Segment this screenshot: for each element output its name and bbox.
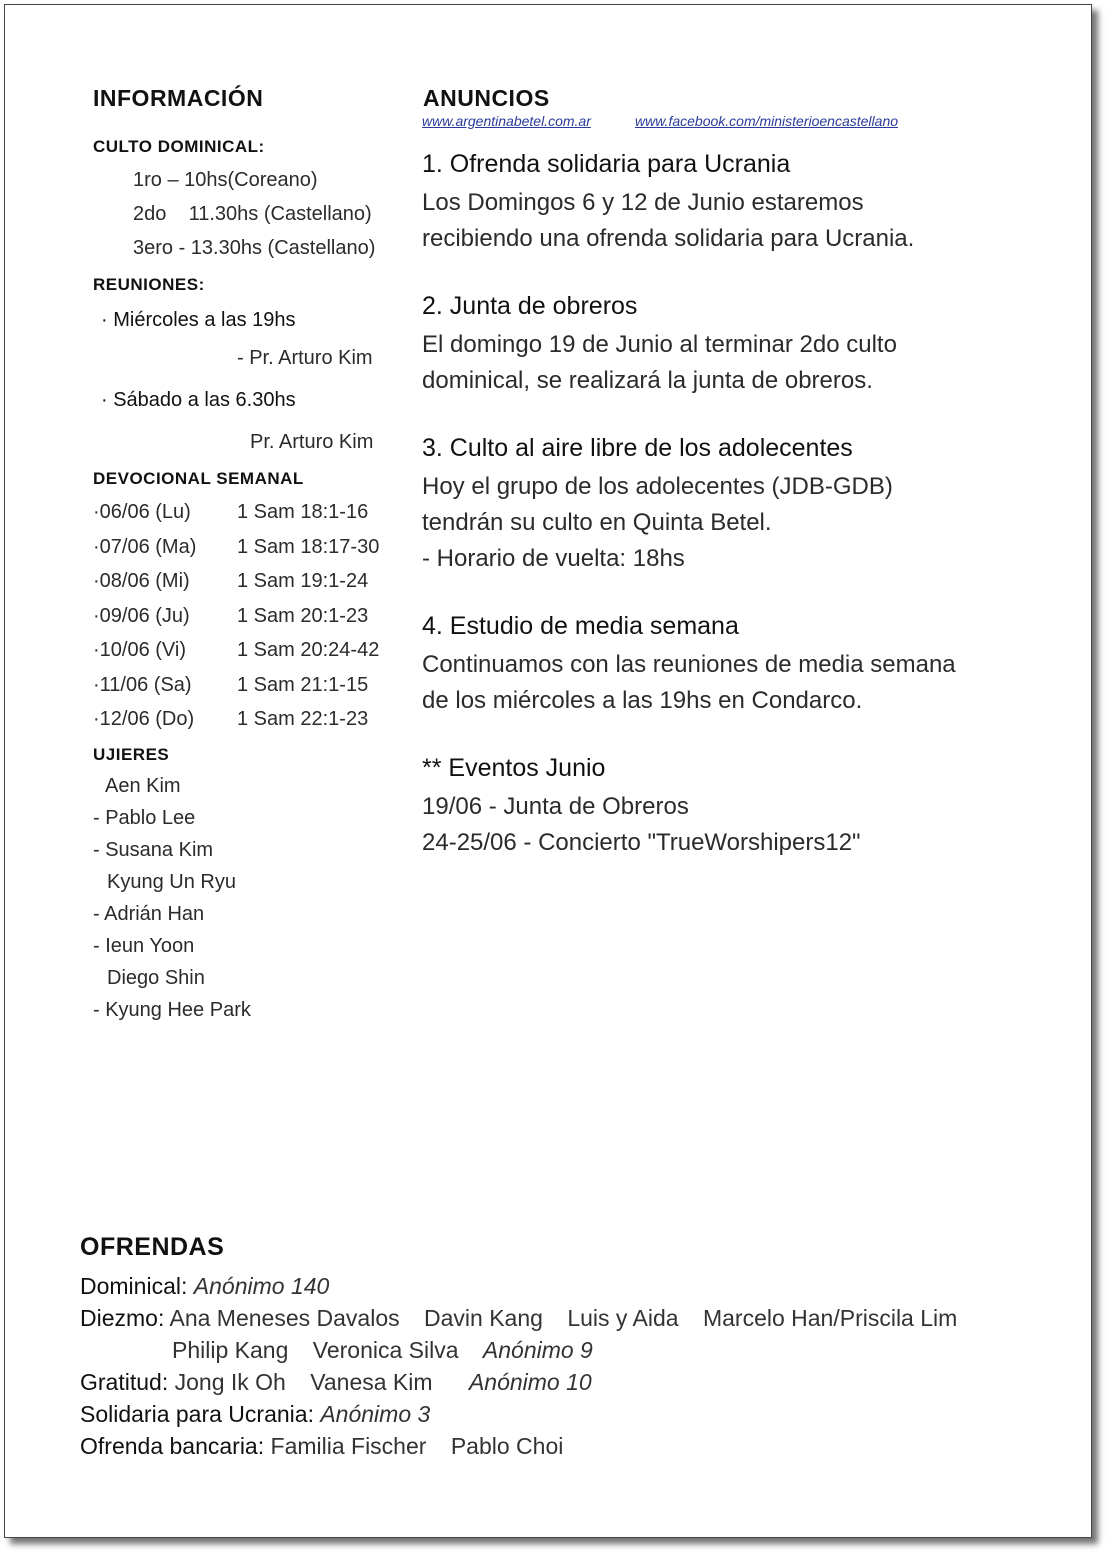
ofrenda-label: Solidaria para Ucrania: [80, 1401, 314, 1427]
culto-line: 1ro – 10hs(Coreano) [133, 169, 318, 191]
ofrenda-name: Pablo Choi [450, 1433, 564, 1459]
devocional-ref: 1 Sam 20:24-42 [237, 639, 380, 661]
announcement-line: Continuamos con las reuniones de media semana [422, 651, 956, 678]
devocional-date: ·10/06 (Vi) [93, 639, 187, 661]
devocional-date: ·12/06 (Do) [93, 708, 195, 730]
culto-line: 2do 11.30hs (Castellano) [133, 203, 372, 225]
devocional-date: ·09/06 (Ju) [93, 605, 190, 627]
announcement-title: 3. Culto al aire libre de los adolecentes [422, 434, 853, 462]
ujier-name: - Ieun Yoon [93, 935, 195, 957]
ofrenda-anon: Anónimo 3 [320, 1401, 431, 1427]
ofrenda-anon: Anónimo 10 [468, 1369, 592, 1395]
ujier-name: - Susana Kim [93, 839, 214, 861]
devocional-ref: 1 Sam 21:1-15 [237, 674, 369, 696]
devocional-ref: 1 Sam 18:17-30 [237, 536, 380, 558]
ujier-name: Diego Shin [107, 967, 205, 989]
ofrendas-title: OFRENDAS [80, 1233, 225, 1261]
announcement-line: tendrán su culto en Quinta Betel. [422, 509, 772, 536]
ofrenda-name: Philip Kang [172, 1337, 289, 1363]
devocional-date: ·11/06 (Sa) [93, 674, 192, 696]
reunion-line: · Sábado a las 6.30hs [101, 389, 296, 411]
ofrenda-diezmo-cont [172, 1337, 593, 1364]
ofrenda-solidaria [80, 1401, 430, 1428]
announcement-line: de los miércoles a las 19hs en Condarco. [422, 687, 863, 714]
announcement-line: Hoy el grupo de los adolecentes (JDB-GDB) [422, 473, 893, 500]
devocional-ref: 1 Sam 19:1-24 [237, 570, 369, 592]
devocional-heading: DEVOCIONAL SEMANAL [93, 469, 304, 488]
ofrenda-gratitud [80, 1369, 592, 1396]
announcement-title: 1. Ofrenda solidaria para Ucrania [422, 150, 791, 178]
announcement-title: ** Eventos Junio [422, 754, 606, 782]
ujieres-heading: UJIERES [93, 745, 170, 764]
ofrenda-name: Vanesa Kim [310, 1369, 433, 1395]
ofrenda-dominical [80, 1273, 329, 1300]
facebook-link[interactable]: www.facebook.com/ministerioencastellano [635, 113, 899, 129]
announcement-body [422, 647, 1042, 719]
ujier-name: Aen Kim [105, 775, 181, 797]
devocional-ref: 1 Sam 18:1-16 [237, 501, 369, 523]
announcement-title: 4. Estudio de media semana [422, 612, 739, 640]
reunion-leader: - Pr. Arturo Kim [237, 347, 373, 369]
reunion-line: · Miércoles a las 19hs [101, 309, 296, 331]
announcement-line: Los Domingos 6 y 12 de Junio estaremos [422, 189, 864, 216]
announcement-line: 19/06 - Junta de Obreros [422, 793, 689, 820]
announcement-body [422, 789, 1042, 861]
ofrenda-anon: Anónimo 140 [193, 1273, 330, 1299]
ofrenda-name: Jong Ik Oh [174, 1369, 286, 1395]
culto-line: 3ero - 13.30hs (Castellano) [133, 237, 376, 259]
devocional-ref: 1 Sam 20:1-23 [237, 605, 369, 627]
reunion-leader: Pr. Arturo Kim [250, 431, 374, 453]
ofrenda-name: Ana Meneses Davalos [169, 1305, 400, 1331]
culto-dominical-heading: CULTO DOMINICAL: [93, 137, 265, 156]
ofrenda-bancaria [80, 1433, 563, 1460]
reuniones-heading: REUNIONES: [93, 275, 205, 294]
website-link[interactable]: www.argentinabetel.com.ar [422, 113, 591, 129]
ofrenda-diezmo [80, 1305, 957, 1332]
ofrenda-name: Marcelo Han/Priscila Lim [702, 1305, 958, 1331]
ofrenda-anon: Anónimo 9 [482, 1337, 593, 1363]
ujier-name: - Adrián Han [93, 903, 205, 925]
announcement-line: dominical, se realizará la junta de obreros. [422, 367, 873, 394]
ujier-name: Kyung Un Ryu [107, 871, 236, 893]
ofrenda-name: Veronica Silva [312, 1337, 459, 1363]
announcement-title: 2. Junta de obreros [422, 292, 638, 320]
ofrenda-label: Dominical: [80, 1273, 188, 1299]
announcement-line: 24-25/06 - Concierto "TrueWorshipers12" [422, 829, 861, 856]
devocional-date: ·08/06 (Mi) [93, 570, 190, 592]
announcement-body [422, 469, 1042, 577]
announcement-body [422, 185, 1042, 257]
ujier-name: - Pablo Lee [93, 807, 196, 829]
ofrenda-name: Familia Fischer [270, 1433, 427, 1459]
ujier-name: - Kyung Hee Park [93, 999, 251, 1021]
ofrenda-name: Davin Kang [424, 1305, 543, 1331]
bulletin-page [4, 4, 1092, 1538]
devocional-date: ·06/06 (Lu) [93, 501, 191, 523]
announcement-body [422, 327, 1042, 399]
ofrenda-name: Luis y Aida [567, 1305, 679, 1331]
devocional-ref: 1 Sam 22:1-23 [237, 708, 369, 730]
announcement-line: El domingo 19 de Junio al terminar 2do culto [422, 331, 897, 358]
ofrenda-label: Diezmo: [80, 1305, 165, 1331]
ofrenda-label: Gratitud: [80, 1369, 169, 1395]
anuncios-title: ANUNCIOS [423, 85, 550, 111]
announcement-line: - Horario de vuelta: 18hs [422, 545, 685, 572]
announcement-line: recibiendo una ofrenda solidaria para Ucrania. [422, 225, 915, 252]
ofrenda-label: Ofrenda bancaria: [80, 1433, 265, 1459]
devocional-date: ·07/06 (Ma) [93, 536, 197, 558]
informacion-title: INFORMACIÓN [93, 85, 264, 111]
